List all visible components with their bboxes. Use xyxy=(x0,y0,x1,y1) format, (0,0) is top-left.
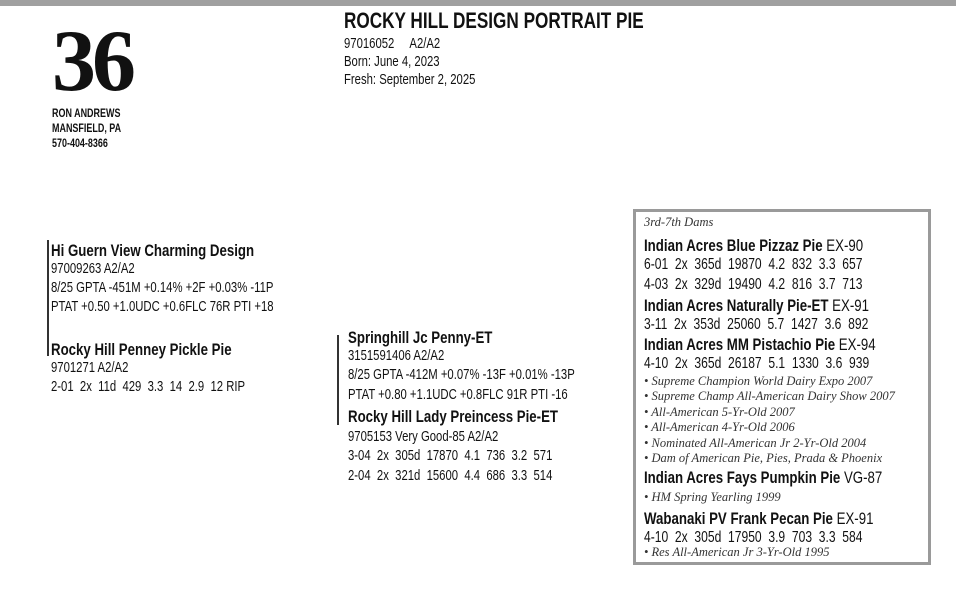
sire-gpta: 8/25 GPTA -451M +0.14% +2F +0.03% -11P xyxy=(51,280,274,296)
honor-note: • Dam of American Pie, Pies, Prada & Phoenix xyxy=(644,451,883,465)
granddam-id: 9705153 Very Good-85 A2/A2 xyxy=(348,429,499,445)
dam-record: 2-01 2x 11d 429 3.3 14 2.9 12 RIP xyxy=(51,379,246,395)
granddam-record: 3-04 2x 305d 17870 4.1 736 3.2 571 xyxy=(348,448,553,464)
granddam-record: 2-04 2x 321d 15600 4.4 686 3.3 514 xyxy=(348,468,553,484)
honor-note: • Supreme Champ All-American Dairy Show 2007 xyxy=(644,389,895,403)
mgs-gpta: 8/25 GPTA -412M +0.07% -13F +0.01% -13P xyxy=(348,367,575,383)
owner-location: MANSFIELD, PA xyxy=(52,123,122,135)
production-record: 4-10 2x 305d 17950 3.9 703 3.3 584 xyxy=(644,529,863,546)
dam-entry-name: Indian Acres MM Pistachio Pie xyxy=(644,335,836,354)
honor-note: • All-American 5-Yr-Old 2007 xyxy=(644,405,795,419)
honor-note: • Supreme Champion World Dairy Expo 2007 xyxy=(644,374,873,388)
dam-entry-name: Indian Acres Blue Pizzaz Pie xyxy=(644,236,823,255)
honor-note: • Nominated All-American Jr 2-Yr-Old 2004 xyxy=(644,436,867,450)
pedigree-bracket xyxy=(337,335,339,425)
dam-name: Rocky Hill Penney Pickle Pie xyxy=(51,340,232,359)
granddam-name: Rocky Hill Lady Preincess Pie-ET xyxy=(348,407,559,426)
dam-entry-score: EX-91 xyxy=(828,296,870,315)
mgs-ptat: PTAT +0.80 +1.1UDC +0.8FLC 91R PTI -16 xyxy=(348,387,568,403)
top-rule xyxy=(0,0,956,6)
dam-entry xyxy=(644,468,882,488)
dam-entry-score: EX-91 xyxy=(832,509,874,528)
dam-entry-name: Indian Acres Naturally Pie-ET xyxy=(644,296,829,315)
dam-entry-name: Wabanaki PV Frank Pecan Pie xyxy=(644,509,833,528)
animal-born: Born: June 4, 2023 xyxy=(344,54,440,70)
dam-entry xyxy=(644,509,873,529)
production-record: 4-10 2x 365d 26187 5.1 1330 3.6 939 xyxy=(644,355,870,372)
dams-box-heading: 3rd-7th Dams xyxy=(644,215,714,229)
dam-entry xyxy=(644,296,869,316)
mgs-name: Springhill Jc Penny-ET xyxy=(348,328,493,347)
dam-entry xyxy=(644,236,863,256)
dam-entry-name: Indian Acres Fays Pumpkin Pie xyxy=(644,468,841,487)
honor-note: • HM Spring Yearling 1999 xyxy=(644,490,781,504)
dam-entry-score: VG-87 xyxy=(840,468,883,487)
dam-entry-score: EX-94 xyxy=(835,335,876,354)
animal-name: ROCKY HILL DESIGN PORTRAIT PIE xyxy=(344,8,644,33)
honor-note: • All-American 4-Yr-Old 2006 xyxy=(644,420,795,434)
production-record: 6-01 2x 365d 19870 4.2 832 3.3 657 xyxy=(644,256,863,273)
mgs-id: 3151591406 A2/A2 xyxy=(348,348,445,364)
dam-id: 9701271 A2/A2 xyxy=(51,360,129,376)
owner-phone: 570-404-8366 xyxy=(52,138,108,150)
owner-name: RON ANDREWS xyxy=(52,108,121,120)
honor-note: • Res All-American Jr 3-Yr-Old 1995 xyxy=(644,545,830,559)
dam-entry xyxy=(644,335,876,355)
animal-id: 97016052 A2/A2 xyxy=(344,36,441,52)
sire-name: Hi Guern View Charming Design xyxy=(51,241,255,260)
dam-entry-score: EX-90 xyxy=(822,236,864,255)
animal-fresh: Fresh: September 2, 2025 xyxy=(344,72,476,88)
production-record: 4-03 2x 329d 19490 4.2 816 3.7 713 xyxy=(644,276,863,293)
production-record: 3-11 2x 353d 25060 5.7 1427 3.6 892 xyxy=(644,316,869,333)
sire-ptat: PTAT +0.50 +1.0UDC +0.6FLC 76R PTI +18 xyxy=(51,299,274,315)
pedigree-bracket xyxy=(47,240,49,356)
lot-number: 36 xyxy=(52,13,132,110)
sire-id: 97009263 A2/A2 xyxy=(51,261,135,277)
